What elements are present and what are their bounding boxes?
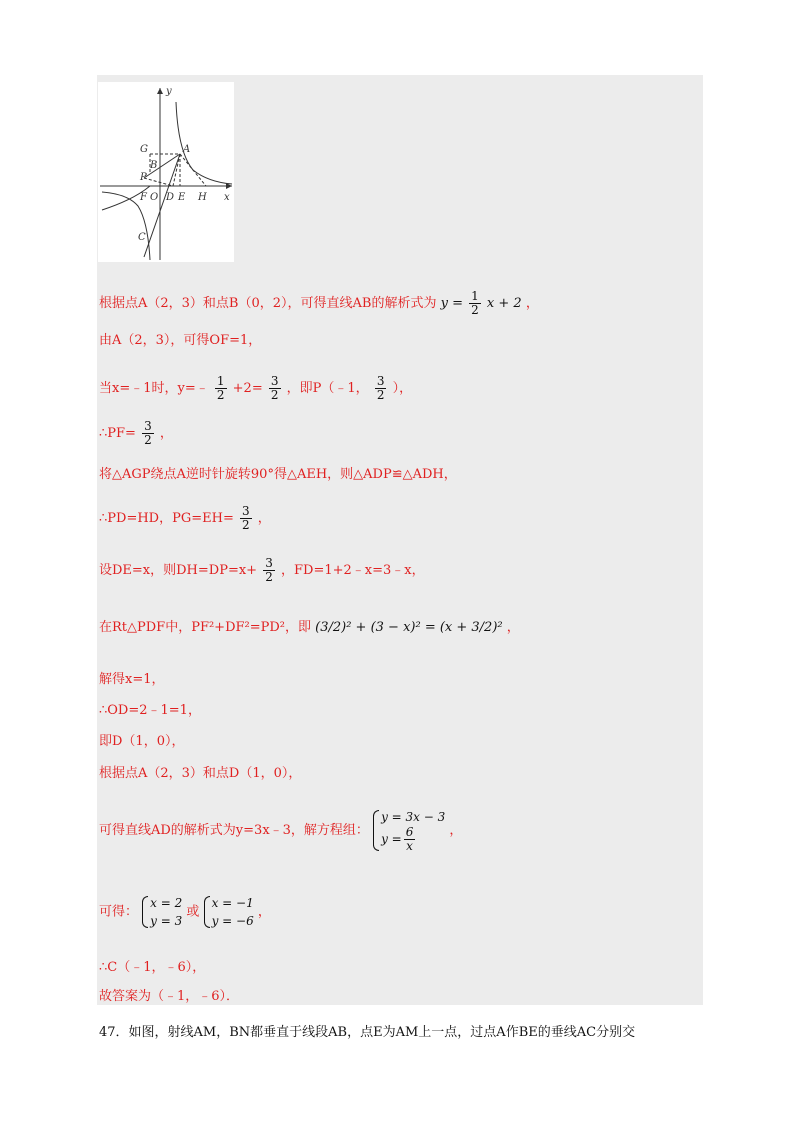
label-h: H [198,192,207,203]
l13-end: ， [449,823,463,838]
hyperbola-branch-first [176,102,232,184]
l7-end: ，FD=1+2﹣x=3﹣x， [281,563,425,578]
l14-s2-row-1: x = −1 [211,896,254,910]
solution-line-8 [99,620,520,636]
l3-f3-num: 3 [376,374,385,388]
l8-end: ， [506,620,520,635]
l3-pre: 当x=﹣1时，y=﹣ [99,381,209,396]
coordinate-figure [98,82,234,262]
label-o: O [150,192,159,203]
l14-system-1 [142,894,182,930]
l6-den: 2 [241,518,250,532]
l13-pre: 可得直线AD的解析式为y=3x﹣3，解方程组： [99,823,369,838]
l6-pre: ∴PD=HD，PG=EH= [99,511,234,526]
l7-num: 3 [265,556,273,570]
l13-sys2-den: x [404,839,416,853]
l3-f3-den: 2 [376,388,385,402]
l3-mid2: ，即P（﹣1， [286,381,369,396]
label-a: A [183,144,191,155]
question-47: 47．如图，射线AM，BN都垂直于线段AB，点E为AM上一点，过点A作BE的垂线AC分别交 [99,1025,636,1040]
l6-end: ， [257,511,271,526]
l14-or: 或 [186,904,200,920]
solution-line-15: ∴C（﹣1，﹣6）， [99,960,206,975]
label-b: B [150,160,158,171]
label-f: F [140,192,147,203]
solution-line-13 [99,808,462,853]
l1-frac [469,290,481,317]
solution-line-7 [99,557,425,584]
l3-frac-2 [269,375,281,402]
label-e: E [178,192,186,203]
solution-line-12: 根据点A（2，3）和点D（1，0）， [99,766,302,781]
l3-f2-den: 2 [270,388,279,402]
l13-sys2-pre: y = [381,832,402,846]
l1-frac-den: 2 [471,303,479,317]
l3-end: ）， [392,381,413,396]
l14-s1-row-2: y = 3 [150,914,183,928]
solution-line-1 [99,290,539,317]
l13-sys2-num: 6 [405,825,414,839]
y-axis-arrow [157,88,163,94]
dashed-pd [144,178,173,186]
hyperbola-diagram [98,82,234,262]
l4-num: 3 [144,419,152,433]
l1-text: 根据点A（2，3）和点B（0，2），可得直线AB的解析式为 [99,296,437,311]
label-p: P [140,172,147,183]
l3-f1-den: 2 [216,388,225,402]
solution-line-4 [99,420,173,447]
l1-end: ， [525,296,539,311]
l7-frac [263,557,275,584]
l4-end: ， [159,426,173,441]
l14-system-2 [204,894,254,930]
l4-frac [142,420,154,447]
solution-line-2: 由A（2，3），可得OF=1， [99,333,262,348]
l13-sys-row-2 [381,826,445,853]
l8-equation: (3/2)² + (3 − x)² = (x + 3/2)² [315,620,503,635]
solution-line-14 [99,894,271,930]
l1-eq-y: y = [440,296,463,311]
solution-line-11: 即D（1，0）， [99,734,185,749]
solution-line-6 [99,505,271,532]
l6-frac [240,505,252,532]
l3-f2-num: 3 [270,374,279,388]
l6-num: 3 [241,504,250,518]
solution-line-9: 解得x=1， [99,672,165,687]
l14-end: ， [257,904,271,920]
l3-mid: +2= [232,381,263,396]
label-x: x [224,192,230,203]
solution-line-10: ∴OD=2﹣1=1， [99,703,201,718]
label-y: y [166,86,172,97]
l13-sys2-frac [404,826,416,853]
l14-pre: 可得： [99,904,139,920]
l14-s2-row-2: y = −6 [211,914,254,928]
label-g: G [140,144,148,155]
l4-den: 2 [144,433,152,447]
l14-s1-row-1: x = 2 [150,896,183,910]
l1-frac-num: 1 [471,289,479,303]
solution-line-3 [99,375,412,402]
l1-eq-rest: x + 2 [486,296,522,311]
l3-frac-1 [215,375,227,402]
label-d: D [166,192,175,203]
l13-system [373,808,445,853]
l7-den: 2 [265,570,273,584]
label-c: C [138,232,146,243]
solution-line-5: 将△AGP绕点A逆时针旋转90°得△AEH，则△ADP≌△ADH， [99,467,457,482]
solution-line-16: 故答案为（﹣1，﹣6）． [99,989,240,1004]
dashed-ah [180,154,206,186]
l3-f1-num: 1 [216,374,225,388]
l4-pre: ∴PF= [99,426,136,441]
l8-pre: 在Rt△PDF中，PF²+DF²=PD²，即 [99,620,311,635]
l3-frac-3 [375,375,387,402]
l13-sys-row-1: y = 3x − 3 [381,810,446,824]
l7-pre: 设DE=x，则DH=DP=x+ [99,563,258,578]
